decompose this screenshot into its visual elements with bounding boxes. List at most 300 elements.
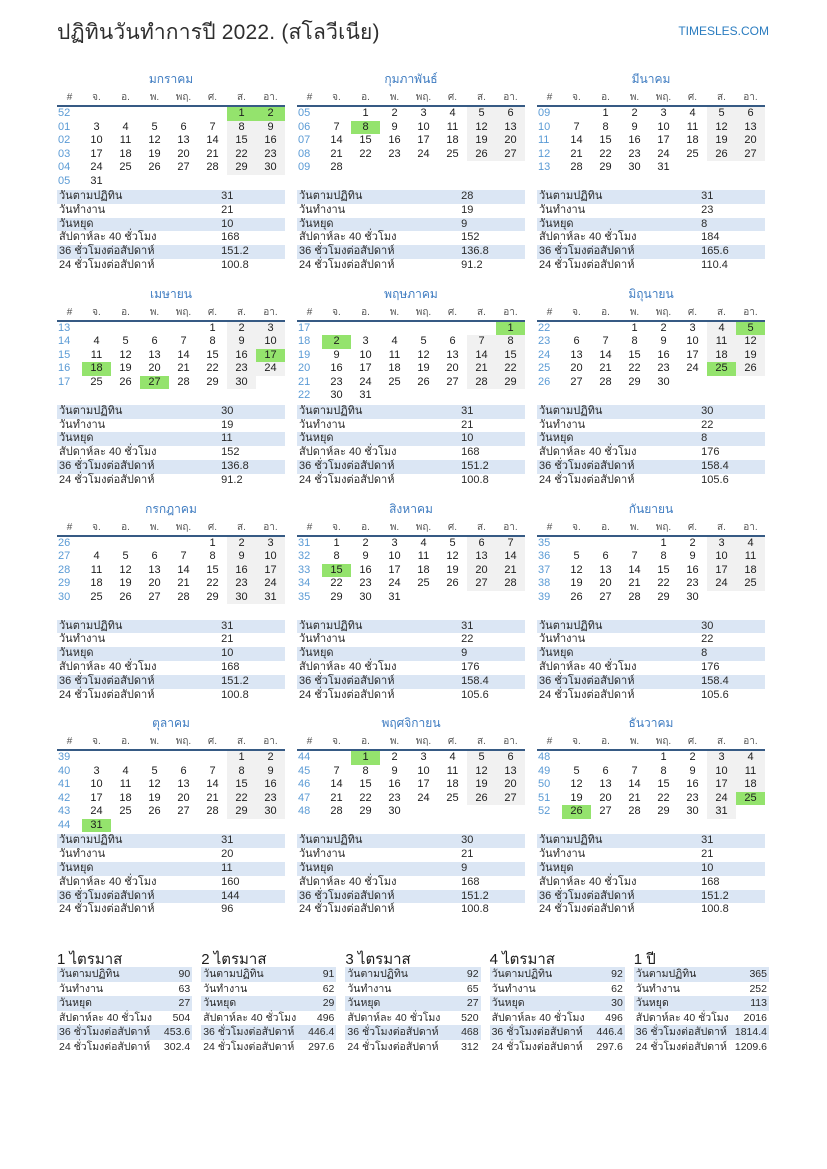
holiday-day-cell: 15: [322, 564, 351, 578]
stat-value: 176: [701, 660, 720, 673]
week-row: [537, 362, 765, 376]
week-row: [537, 805, 765, 819]
day-header: อา.: [256, 305, 285, 321]
day-cell: [198, 175, 227, 189]
day-header: อ.: [351, 90, 380, 106]
stat-row: [297, 903, 525, 917]
month-block: [297, 500, 525, 703]
day-cell: 24: [388, 577, 401, 590]
week-number: 02: [58, 134, 71, 146]
stat-label: 24 ชั่วโมงต่อสัปดาห์: [491, 1040, 583, 1053]
week-row: [297, 564, 525, 578]
stat-row: [297, 675, 525, 689]
holiday-day-cell: 31: [82, 819, 111, 833]
day-header: ศ.: [678, 520, 707, 536]
day-cell: 11: [446, 764, 459, 777]
weekend-day-cell: 10: [707, 765, 736, 779]
day-cell: 10: [417, 120, 430, 133]
calendar-table: [537, 734, 765, 819]
month-block: [537, 714, 765, 917]
day-cell: 7: [573, 120, 580, 133]
weekend-day-cell: 10: [707, 550, 736, 564]
stat-value: 168: [701, 875, 720, 888]
week-col-header: #: [297, 90, 322, 106]
month-stats-table: [297, 620, 525, 703]
stat-label: 24 ชั่วโมงต่อสัปดาห์: [539, 903, 635, 916]
stat-row: [201, 967, 336, 982]
day-cell: [322, 321, 351, 336]
stat-row: [345, 967, 480, 982]
weekend-day-cell: 6: [496, 750, 525, 765]
stat-value: 152: [461, 231, 480, 244]
stat-label: วันหยุด: [491, 997, 525, 1010]
week-row: [57, 564, 285, 578]
stat-row: [57, 190, 285, 204]
day-header: ศ.: [198, 90, 227, 106]
day-cell: 11: [417, 550, 430, 563]
day-cell: 14: [177, 348, 190, 361]
weekend-day-cell: 20: [736, 134, 765, 148]
weekend-day-cell: 17: [707, 778, 736, 792]
week-row: [57, 106, 285, 121]
stat-row: [490, 1040, 625, 1055]
week-number: 18: [298, 335, 311, 348]
stat-value: 105.6: [701, 473, 729, 486]
day-cell: 5: [151, 764, 158, 777]
month-stats-table: [297, 190, 525, 273]
holiday-day-cell: 27: [140, 376, 169, 390]
day-header: ศ.: [438, 520, 467, 536]
week-number: 52: [58, 107, 71, 119]
day-cell: 13: [599, 563, 612, 576]
stat-value: 62: [611, 982, 623, 995]
day-cell: 26: [119, 375, 132, 388]
day-header: พฤ.: [409, 90, 438, 106]
stat-row: [537, 862, 765, 876]
month-calendar: [537, 90, 765, 188]
stat-row: [57, 474, 285, 488]
day-cell: 30: [686, 805, 699, 818]
day-header: อา.: [496, 520, 525, 536]
weekend-day-cell: 9: [256, 121, 285, 135]
week-number: 41: [58, 778, 71, 791]
day-header: ส.: [707, 305, 736, 321]
week-number: 42: [58, 791, 71, 804]
month-name: พฤศจิกายน: [381, 716, 441, 731]
day-cell: 22: [628, 362, 641, 375]
week-col-header: #: [57, 90, 82, 106]
day-cell: 3: [93, 120, 100, 133]
week-number: 28: [58, 563, 71, 576]
day-cell: [467, 321, 496, 336]
summary-title: 1 ไตรมาส: [57, 951, 123, 969]
day-cell: 31: [359, 389, 372, 402]
week-number: 20: [298, 362, 311, 375]
month-name: เมษายน: [150, 286, 192, 301]
stat-label: วันหยุด: [59, 217, 94, 230]
day-cell: 10: [417, 764, 430, 777]
stat-row: [490, 982, 625, 997]
stat-value: 27: [466, 997, 479, 1010]
stat-value: 11: [221, 432, 233, 445]
stat-value: 158.4: [461, 674, 489, 687]
week-row: [537, 349, 765, 363]
weekend-day-cell: 27: [496, 148, 525, 162]
month-stats-table: [57, 405, 285, 488]
stat-label: 36 ชั่วโมงต่อสัปดาห์: [539, 889, 635, 902]
day-cell: 21: [177, 362, 190, 375]
week-number: 01: [58, 120, 71, 133]
stat-label: สัปดาห์ละ 40 ชั่วโมง: [539, 231, 637, 244]
weekend-day-cell: 30: [227, 376, 256, 390]
day-cell: [111, 175, 140, 189]
day-cell: [438, 161, 467, 175]
stat-label: สัปดาห์ละ 40 ชั่วโมง: [491, 1011, 585, 1024]
week-row: [297, 591, 525, 605]
stat-row: [297, 661, 525, 675]
day-cell: [140, 750, 169, 765]
week-row: [537, 161, 765, 175]
stat-label: 36 ชั่วโมงต่อสัปดาห์: [539, 459, 635, 472]
week-row: [537, 148, 765, 162]
stat-value: 31: [221, 619, 234, 632]
week-row: [57, 175, 285, 189]
day-header: อ.: [351, 734, 380, 750]
day-cell: 7: [209, 764, 216, 777]
day-cell: [736, 591, 765, 605]
day-cell: 7: [180, 335, 187, 348]
stat-row: [537, 834, 765, 848]
day-cell: [322, 106, 351, 121]
day-cell: 18: [119, 147, 132, 160]
stat-label: วันหยุด: [539, 861, 574, 874]
stat-label: 36 ชั่วโมงต่อสัปดาห์: [491, 1026, 583, 1039]
stat-value: 91: [322, 968, 335, 981]
week-row: [297, 577, 525, 591]
day-cell: 5: [122, 550, 129, 563]
weekend-day-cell: 1: [227, 750, 256, 765]
day-cell: 12: [119, 348, 132, 361]
day-cell: 25: [388, 375, 401, 388]
stat-row: [297, 633, 525, 647]
stat-label: วันตามปฏิทิน: [59, 834, 123, 847]
day-cell: 29: [330, 590, 343, 603]
day-cell: 21: [628, 791, 641, 804]
weekend-day-cell: 2: [227, 536, 256, 551]
stat-value: 136.8: [461, 245, 489, 258]
week-row: [57, 335, 285, 349]
day-cell: 14: [177, 563, 190, 576]
day-cell: [198, 819, 227, 833]
month-calendar: [297, 734, 525, 832]
stat-value: 496: [605, 1011, 623, 1024]
stat-row: [537, 460, 765, 474]
week-row: [297, 765, 525, 779]
week-col-header: #: [297, 734, 322, 750]
weekend-day-cell: 6: [736, 106, 765, 121]
week-row: [297, 750, 525, 765]
stat-label: วันทำงาน: [299, 848, 346, 861]
stat-row: [537, 689, 765, 703]
stat-value: 151.2: [701, 889, 729, 902]
weekend-day-cell: 26: [467, 148, 496, 162]
stat-row: [297, 862, 525, 876]
month-block: [537, 285, 765, 488]
day-cell: [82, 321, 111, 336]
day-cell: 22: [657, 577, 670, 590]
day-cell: 18: [417, 563, 430, 576]
day-header: ศ.: [438, 305, 467, 321]
stat-row: [537, 661, 765, 675]
summary-block: [345, 947, 480, 1054]
week-number: 13: [58, 321, 71, 334]
weekend-day-cell: 20: [467, 564, 496, 578]
week-number: 37: [538, 563, 551, 576]
summary-stats-table: [57, 967, 192, 1054]
weekend-day-cell: 25: [736, 577, 765, 591]
day-header: พ.: [620, 305, 649, 321]
day-cell: 15: [206, 348, 219, 361]
day-cell: 12: [148, 134, 161, 146]
week-row: [297, 389, 525, 403]
day-cell: [496, 805, 525, 819]
weekend-day-cell: 19: [707, 134, 736, 148]
day-header: ศ.: [678, 90, 707, 106]
day-cell: [591, 321, 620, 336]
day-cell: 19: [570, 791, 583, 804]
week-row: [57, 765, 285, 779]
stat-label: วันตามปฏิทิน: [59, 619, 123, 632]
weekend-day-cell: 8: [227, 765, 256, 779]
stat-value: 31: [461, 619, 474, 632]
day-cell: 29: [206, 590, 219, 603]
stat-label: สัปดาห์ละ 40 ชั่วโมง: [59, 446, 157, 459]
weekend-day-cell: 9: [256, 765, 285, 779]
stat-row: [297, 259, 525, 273]
day-cell: [380, 389, 409, 403]
stat-value: 10: [221, 217, 234, 230]
weekend-day-cell: 24: [707, 792, 736, 806]
weekend-day-cell: 24: [256, 362, 285, 376]
day-cell: 4: [449, 107, 456, 119]
day-cell: 22: [359, 147, 372, 160]
stat-value: 9: [461, 217, 468, 230]
day-cell: 14: [206, 134, 219, 146]
weekend-day-cell: 23: [227, 362, 256, 376]
day-cell: 23: [388, 147, 401, 160]
day-cell: 26: [570, 590, 583, 603]
summary-stats-table: [634, 967, 769, 1054]
week-row: [57, 121, 285, 135]
week-row: [537, 591, 765, 605]
day-cell: [111, 106, 140, 121]
weekend-day-cell: 22: [227, 148, 256, 162]
stat-value: 520: [461, 1011, 479, 1024]
day-header: พฤ.: [169, 520, 198, 536]
weekend-day-cell: 24: [256, 577, 285, 591]
day-cell: 7: [333, 764, 340, 777]
day-header: จ.: [562, 734, 591, 750]
day-cell: 4: [449, 751, 456, 764]
weekend-day-cell: 11: [736, 765, 765, 779]
holiday-day-cell: 1: [351, 750, 380, 765]
weekend-day-cell: 11: [707, 335, 736, 349]
day-cell: [736, 805, 765, 819]
day-cell: 25: [417, 577, 430, 590]
day-cell: 5: [573, 764, 580, 777]
stat-value: 302.4: [163, 1040, 191, 1053]
stat-value: 113: [750, 997, 767, 1010]
day-cell: 13: [148, 348, 161, 361]
calendar-header-row: [297, 305, 525, 321]
day-cell: [169, 175, 198, 189]
weekend-day-cell: 15: [227, 134, 256, 148]
week-number: 26: [538, 375, 551, 388]
summary-stats-table: [345, 967, 480, 1054]
month-calendar: [57, 305, 285, 403]
stat-value: 8: [701, 647, 708, 660]
day-cell: 10: [90, 134, 103, 146]
day-cell: [409, 161, 438, 175]
day-cell: 20: [177, 791, 190, 804]
day-cell: 6: [602, 550, 609, 563]
week-number: 49: [538, 764, 551, 777]
stat-value: 1209.6: [734, 1040, 767, 1053]
site-link[interactable]: TIMESLES.COM: [678, 24, 769, 38]
day-cell: 4: [689, 107, 696, 119]
day-cell: 4: [122, 120, 129, 133]
stat-row: [57, 259, 285, 273]
day-cell: 12: [417, 348, 430, 361]
stat-value: 168: [221, 660, 240, 673]
weekend-day-cell: 31: [707, 805, 736, 819]
day-header: พฤ.: [649, 90, 678, 106]
week-number: 05: [58, 174, 71, 187]
month-name: กันยายน: [628, 501, 674, 516]
stat-row: [634, 982, 769, 997]
day-cell: 24: [359, 375, 372, 388]
day-cell: 22: [657, 791, 670, 804]
day-cell: 31: [388, 590, 401, 603]
day-cell: [140, 819, 169, 833]
day-cell: 8: [631, 335, 638, 348]
stat-value: 176: [701, 446, 720, 459]
day-header: พ.: [620, 90, 649, 106]
day-cell: 25: [119, 805, 132, 818]
stat-value: 176: [461, 660, 480, 673]
stat-label: วันตามปฏิทิน: [299, 834, 363, 847]
day-cell: 2: [362, 536, 369, 549]
day-header: อา.: [496, 305, 525, 321]
stat-row: [537, 620, 765, 634]
day-cell: 12: [119, 563, 132, 576]
stat-value: 158.4: [701, 459, 729, 472]
week-row: [57, 778, 285, 792]
day-header: พฤ.: [649, 305, 678, 321]
stat-value: 21: [221, 633, 234, 646]
day-cell: [438, 321, 467, 336]
stat-value: 100.8: [701, 903, 729, 916]
day-cell: 19: [570, 577, 583, 590]
day-cell: 8: [602, 120, 609, 133]
day-cell: [322, 750, 351, 765]
stat-row: [537, 218, 765, 232]
calendar-header-row: [297, 520, 525, 536]
day-cell: 5: [449, 536, 456, 549]
stat-row: [57, 876, 285, 890]
week-number: 31: [298, 536, 311, 549]
month-name: สิงหาคม: [389, 501, 433, 516]
day-header: พฤ.: [169, 305, 198, 321]
day-cell: 5: [122, 335, 129, 348]
stat-row: [537, 405, 765, 419]
weekend-day-cell: 2: [256, 750, 285, 765]
stat-label: วันทำงาน: [347, 982, 392, 995]
week-number: 05: [298, 107, 311, 119]
week-row: [297, 349, 525, 363]
stat-value: 151.2: [461, 889, 489, 902]
stat-value: 110.4: [701, 258, 728, 271]
weekend-day-cell: 30: [227, 591, 256, 605]
day-cell: 29: [657, 590, 670, 603]
weekend-day-cell: 29: [496, 376, 525, 390]
day-cell: [496, 591, 525, 605]
day-cell: 15: [628, 348, 641, 361]
stat-label: 24 ชั่วโมงต่อสัปดาห์: [299, 688, 395, 701]
week-row: [297, 805, 525, 819]
month-calendar: [537, 520, 765, 618]
weekend-day-cell: 6: [467, 536, 496, 551]
day-cell: 14: [628, 563, 641, 576]
week-row: [57, 376, 285, 390]
stat-row: [297, 876, 525, 890]
day-cell: 16: [330, 362, 343, 375]
stat-value: 446.4: [308, 1026, 335, 1039]
day-header: ส.: [227, 90, 256, 106]
stat-label: 36 ชั่วโมงต่อสัปดาห์: [59, 889, 155, 902]
day-cell: 15: [359, 134, 372, 146]
day-cell: 2: [631, 107, 638, 119]
stat-value: 160: [221, 875, 240, 888]
day-cell: [169, 750, 198, 765]
week-col-header: #: [537, 305, 562, 321]
stat-row: [297, 204, 525, 218]
day-cell: 30: [359, 590, 372, 603]
day-cell: 6: [573, 335, 580, 348]
day-cell: 20: [599, 791, 612, 804]
day-cell: [256, 175, 285, 189]
day-header: อา.: [256, 90, 285, 106]
week-row: [297, 321, 525, 336]
stat-label: วันหยุด: [203, 997, 237, 1010]
stat-value: 31: [701, 190, 714, 202]
day-header: ส.: [707, 520, 736, 536]
day-cell: 3: [420, 751, 427, 764]
day-cell: [591, 750, 620, 765]
stat-row: [57, 620, 285, 634]
day-cell: 22: [599, 147, 612, 160]
day-cell: [140, 175, 169, 189]
stat-value: 19: [461, 203, 474, 216]
day-cell: [409, 591, 438, 605]
day-cell: 12: [446, 550, 459, 563]
day-header: ศ.: [678, 305, 707, 321]
stat-row: [57, 967, 192, 982]
month-calendar: [57, 520, 285, 618]
stat-label: สัปดาห์ละ 40 ชั่วโมง: [539, 875, 637, 888]
week-row: [537, 778, 765, 792]
day-cell: 21: [177, 577, 190, 590]
